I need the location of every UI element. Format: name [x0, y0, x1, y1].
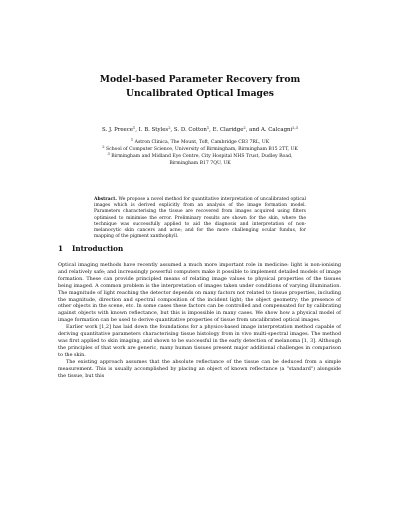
section-heading [58, 244, 123, 253]
abstract [94, 197, 306, 240]
affiliation-mark: 2 [102, 145, 105, 149]
paper-title-line-1: Model-based Parameter Recovery from [99, 74, 301, 85]
section-title: Introduction [72, 244, 124, 253]
author-affiliation-mark: 1 [132, 126, 136, 130]
body-paragraph: Optical imaging methods have recently assumed a much more important role in medicine: light is non-ionising and relatively safe; and increasingly powerful computers make it possible to implement detailed models of image formation. These can provide principled means of relating image values to physical properties of the tissues being imaged. A common problem is the interpretation of images taken under conditions of varying illumination. The magnitude of light reaching the detector depends on many factors not related to tissue properties, including the magnitude, direction and spectral composition of the incident light; the object geometry; the presence of other objects in the scene, etc. In some cases these factors can be controlled and compensated for by calibrating against objects with known reflectance, but this is impossible in many cases. We show how a physical model of image formation can be used to derive quantitative properties of tissue from uncalibrated optical images. [58, 262, 341, 324]
author-name: S. J. Preece [102, 127, 133, 133]
author-affiliation-mark: 2 [168, 126, 171, 130]
body-paragraph: Earlier work [1,2] has laid down the foundations for a physics-based image interpretation method capable of deriving quantitative parameters characterising tissue histology from in vivo multi-spectral images. The method was first applied to skin imaging, and shown to be successful in the early detection of melanoma [1, 3]. Although the principles of that work are generic, many human tissues present major additional challenges in comparison to the skin. [58, 324, 341, 358]
affiliation [0, 147, 400, 153]
affiliation [0, 140, 400, 146]
author-conjunction: and [249, 127, 260, 133]
author-list: S. J. Preece$^1$, I. B. Styles$^2$, S. D. Cotton$^1$, E. Claridge$^2$, and A. Calcagni$^{2,3}$ [102, 126, 298, 133]
affiliation-text: Birmingham B17 7QU, UK [169, 161, 231, 166]
affiliation-text: Astron Clinica, The Mount, Toft, Cambridge CB3 7RL, UK [134, 140, 270, 145]
affiliation-text: School of Computer Science, University of Birmingham, Birmingham B15 2TT, UK [106, 147, 298, 152]
abstract-label: Abstract. [94, 197, 117, 202]
author-name: A. Calcagni [260, 127, 293, 133]
section-number: 1 [58, 244, 64, 253]
affiliation-mark: 3 [107, 152, 110, 156]
author-affiliation-mark: 1 [206, 126, 210, 130]
author-name: E. Claridge [212, 127, 244, 133]
author-name: S. D. Cotton [173, 127, 207, 133]
affiliation [0, 154, 400, 160]
abstract-text: We propose a novel method for quantitative interpretation of uncalibrated optical images which is derived explicitly from an analysis of the image formation model. Parameters characterising the tissue are recovered from images acquired using filters optimised to minimise the error. Preliminary results are shown for the skin, where the technique was successfully applied to aid the diagnosis and interpretation of non-melanocytic skin cancers and acne; and for the more challenging ocular fundus, for mapping of the pigment xanthophyll. [94, 197, 306, 240]
author-name: I. B. Styles [138, 127, 169, 133]
paper-title-line-2: Uncalibrated Optical Images [126, 88, 274, 99]
author-affiliation-mark: 2,3 [292, 126, 298, 130]
author-affiliation-mark: 2 [243, 126, 246, 130]
affiliation-text: Birmingham and Midland Eye Centre, City Hospital NHS Trust, Dudley Road, [111, 154, 293, 159]
affiliation-mark: 1 [130, 138, 134, 142]
body-paragraph: The existing approach assumes that the absolute reflectance of the tissue can be deduced from a simple measurement. This is usually accomplished by placing an object of known reflectance (a "standard") alongside the tissue, but this [58, 358, 341, 379]
affiliation-continuation [0, 161, 400, 167]
section-body [58, 262, 341, 379]
